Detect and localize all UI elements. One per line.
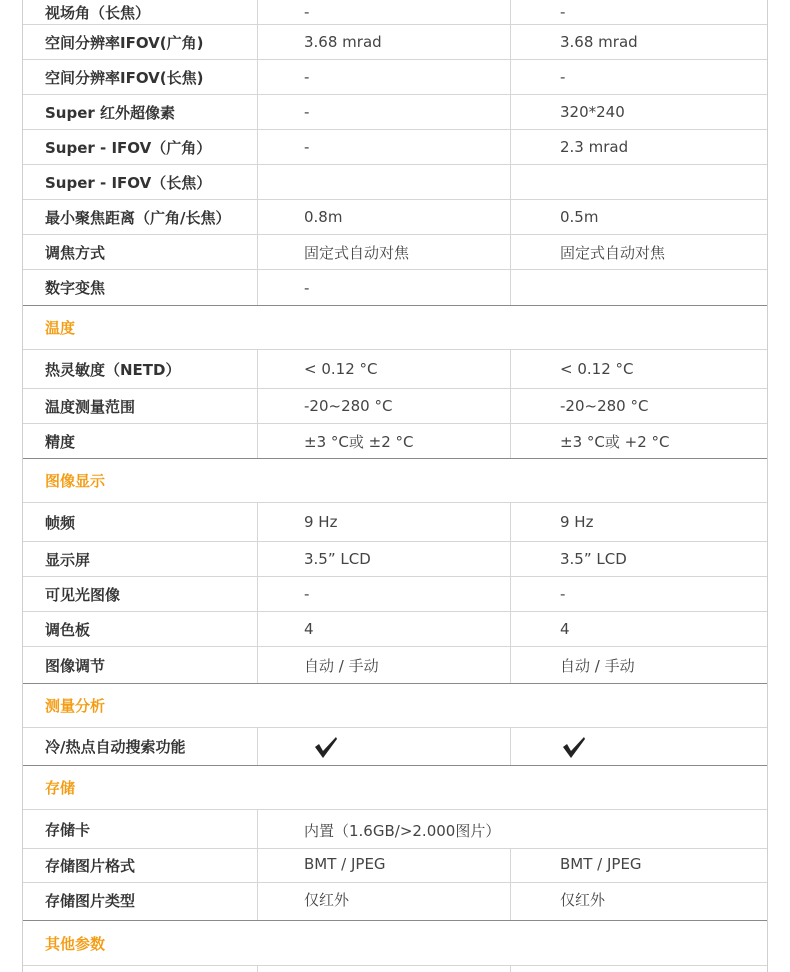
table-row — [23, 728, 767, 766]
value-model-b: ±3 °C或 +2 °C — [560, 432, 670, 451]
row-label: 精度 — [23, 424, 258, 458]
row-label: 数字变焦 — [23, 270, 258, 305]
table-row — [23, 612, 767, 647]
value-model-b: - — [560, 3, 566, 21]
value-model-a: 3.5” LCD — [258, 542, 511, 576]
value-model-a: - — [258, 95, 511, 129]
value-model-b: - — [560, 68, 566, 86]
value-spanned: 内置（1.6GB/>2.000图片） — [304, 822, 501, 840]
value-model-a: - — [258, 60, 511, 94]
table-row — [23, 165, 767, 200]
section-header-other — [23, 921, 767, 966]
value-model-b — [511, 270, 767, 305]
row-label: 温度测量范围 — [23, 389, 258, 423]
value-model-b: -20~280 °C — [560, 397, 649, 415]
value-model-b: 固定式自动对焦 — [560, 243, 666, 262]
value-model-b: - — [560, 585, 566, 603]
value-model-a — [258, 728, 511, 765]
table-row — [23, 849, 767, 883]
table-row — [23, 966, 767, 972]
value-model-a: 仅红外 — [258, 883, 511, 920]
section-title: 存储 — [45, 779, 76, 797]
table-row — [23, 424, 767, 459]
value-model-b: 9 Hz — [560, 513, 594, 531]
value-model-b: 4 — [560, 620, 570, 638]
row-label: 视场角（长焦） — [23, 0, 258, 24]
value-model-a: BMT / JPEG — [258, 849, 511, 882]
row-label: 空间分辨率IFOV(长焦) — [23, 60, 258, 94]
value-model-b: 2.3 mrad — [560, 138, 629, 156]
value-model-b — [511, 165, 767, 199]
spec-table — [22, 0, 768, 972]
table-row — [23, 503, 767, 542]
value-model-b — [511, 728, 767, 765]
value-model-a: - — [258, 270, 511, 305]
row-label: 最小聚焦距离（广角/长焦） — [23, 200, 258, 234]
value-model-b — [511, 966, 767, 972]
value-model-b: BMT / JPEG — [560, 855, 642, 873]
row-label: Super - IFOV（广角） — [23, 130, 258, 164]
value-model-a: 固定式自动对焦 — [258, 235, 511, 269]
section-header-measurement — [23, 684, 767, 728]
row-label: 存储卡 — [23, 810, 258, 848]
table-row — [23, 647, 767, 684]
value-model-b: 3.68 mrad — [560, 33, 638, 51]
row-label: 存储图片格式 — [23, 849, 258, 882]
row-label: 热灵敏度（NETD） — [23, 350, 258, 388]
value-model-a: - — [258, 0, 511, 24]
row-label: Super 红外超像素 — [23, 95, 258, 129]
value-model-a: 0.8m — [258, 200, 511, 234]
row-label: 显示屏 — [23, 542, 258, 576]
section-header-image-display — [23, 459, 767, 503]
row-label: 图像调节 — [23, 647, 258, 683]
section-title: 图像显示 — [45, 472, 106, 490]
row-label — [23, 966, 258, 972]
section-title: 其他参数 — [45, 934, 106, 953]
row-label: 空间分辨率IFOV(广角) — [23, 25, 258, 59]
table-row — [23, 389, 767, 424]
row-label: 可见光图像 — [23, 577, 258, 611]
value-model-a — [258, 966, 511, 972]
value-model-b: 仅红外 — [560, 891, 606, 909]
row-label: 调色板 — [23, 612, 258, 646]
value-model-b: 0.5m — [560, 208, 599, 226]
value-model-a: < 0.12 °C — [258, 350, 511, 388]
value-model-b: 3.5” LCD — [560, 550, 627, 568]
table-row — [23, 130, 767, 165]
section-header-temperature — [23, 306, 767, 350]
value-model-a: 自动 / 手动 — [258, 647, 511, 683]
table-row — [23, 577, 767, 612]
table-row — [23, 95, 767, 130]
value-model-a: ±3 °C或 ±2 °C — [258, 424, 511, 458]
table-row — [23, 542, 767, 577]
value-model-b: 自动 / 手动 — [560, 656, 635, 675]
section-title: 测量分析 — [45, 697, 106, 715]
value-model-b: 320*240 — [560, 103, 625, 121]
table-row — [23, 25, 767, 60]
value-model-a — [258, 165, 511, 199]
table-row — [23, 350, 767, 389]
value-model-a: 4 — [258, 612, 511, 646]
value-model-a: - — [258, 577, 511, 611]
section-header-storage — [23, 766, 767, 810]
table-row — [23, 0, 767, 25]
row-label: 冷/热点自动搜索功能 — [23, 728, 258, 765]
table-row — [23, 270, 767, 306]
table-row — [23, 200, 767, 235]
table-row — [23, 883, 767, 921]
row-label: 存储图片类型 — [23, 883, 258, 920]
table-row — [23, 235, 767, 270]
value-model-b: < 0.12 °C — [560, 360, 634, 378]
table-row — [23, 60, 767, 95]
checkmark-icon — [561, 734, 587, 760]
value-model-a: - — [258, 130, 511, 164]
section-title: 温度 — [45, 319, 76, 337]
table-row — [23, 810, 767, 849]
row-label: 帧频 — [23, 503, 258, 541]
row-label: 调焦方式 — [23, 235, 258, 269]
checkmark-icon — [313, 734, 339, 760]
value-model-a: 9 Hz — [258, 503, 511, 541]
row-label: Super - IFOV（长焦） — [23, 165, 258, 199]
value-model-a: 3.68 mrad — [258, 25, 511, 59]
value-model-a: -20~280 °C — [258, 389, 511, 423]
